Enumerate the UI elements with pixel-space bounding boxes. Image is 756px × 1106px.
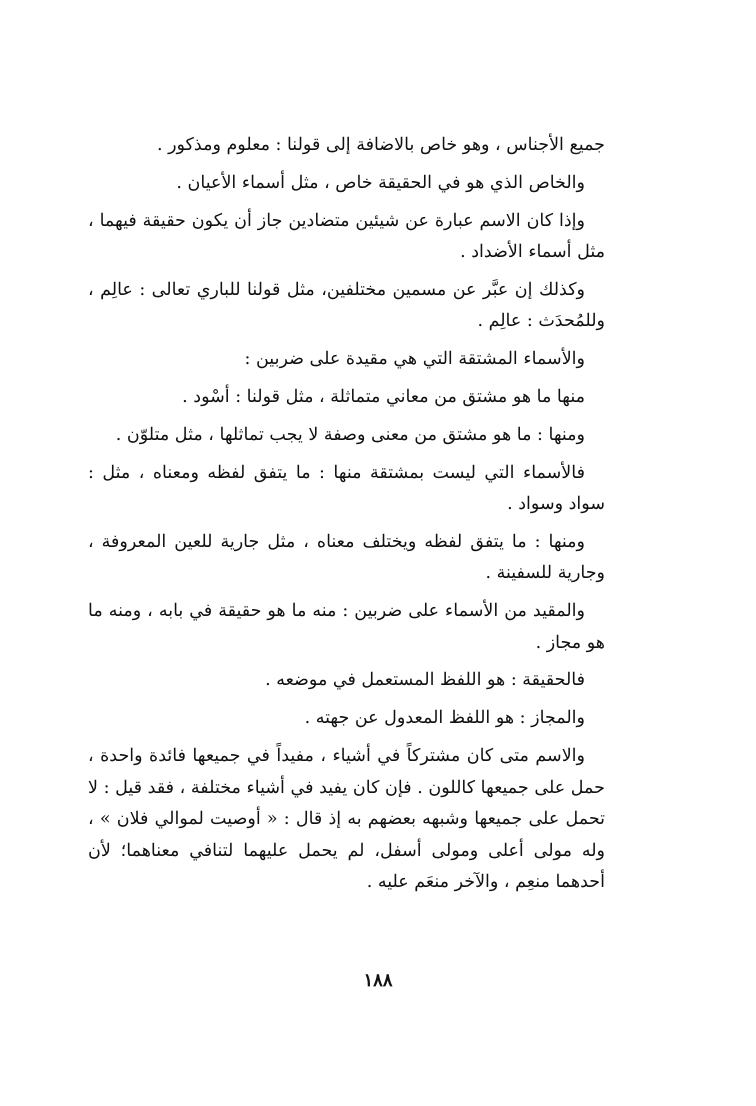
paragraph-13: والاسم متى كان مشتركاً في أشياء ، مفيداً في جميعها فائدة واحدة ، حمل على جميعها كاللون . فإن كان يفيد في أشياء مختلفة ، فقد قيل : لا تحمل على جميعها وشبهه بعضهم به إذ قال : « أوصيت لموالي فلان » ، وله مولى أعلى ومولى أسفل، لم يحمل عليهما لتنافي معناهما؛ لأن أحدهما منعِم ، والآخر منعَم عليه . [88, 746, 605, 893]
paragraph-4: وكذلك إن عبَّر عن مسمين مختلفين، مثل قولنا للباري تعالى : عالِم ، وللمُحدَث : عالِم . [88, 279, 605, 332]
paragraph-1: جميع الأجناس ، وهو خاص بالاضافة إلى قولنا : معلوم ومذكور . [156, 135, 605, 155]
body-text [88, 130, 605, 905]
paragraph-2: والخاص الذي هو في الحقيقة خاص ، مثل أسماء الأعيان . [176, 172, 585, 193]
paragraph-8: فالأسماء التي ليست بمشتقة منها : ما يتفق لفظه ومعناه ، مثل : سواد وسواد . [88, 462, 605, 515]
paragraph-7: ومنها : ما هو مشتق من معنى وصفة لا يجب تماثلها ، مثل متلوّن . [115, 424, 585, 445]
paragraph-10: والمقيد من الأسماء على ضربين : منه ما هو حقيقة في بابه ، ومنه ما هو مجاز . [88, 601, 605, 653]
page-number: ١٨٨ [363, 970, 393, 991]
paragraph-11: فالحقيقة : هو اللفظ المستعمل في موضعه . [265, 670, 585, 691]
paragraph-3: وإذا كان الاسم عبارة عن شيئين متضادين جاز أن يكون حقيقة فيهما ، مثل أسماء الأضداد . [88, 210, 605, 263]
paragraph-6: منها ما هو مشتق من معاني متماثلة ، مثل قولنا : أسْود . [182, 386, 585, 407]
paragraph-5: والأسماء المشتقة التي هي مقيدة على ضربين : [244, 349, 585, 370]
paragraph-12: والمجاز : هو اللفظ المعدول عن جهته . [304, 708, 585, 729]
paragraph-9: ومنها : ما يتفق لفظه ويختلف معناه ، مثل جارية للعين المعروفة ، وجارية للسفينة . [88, 531, 605, 584]
